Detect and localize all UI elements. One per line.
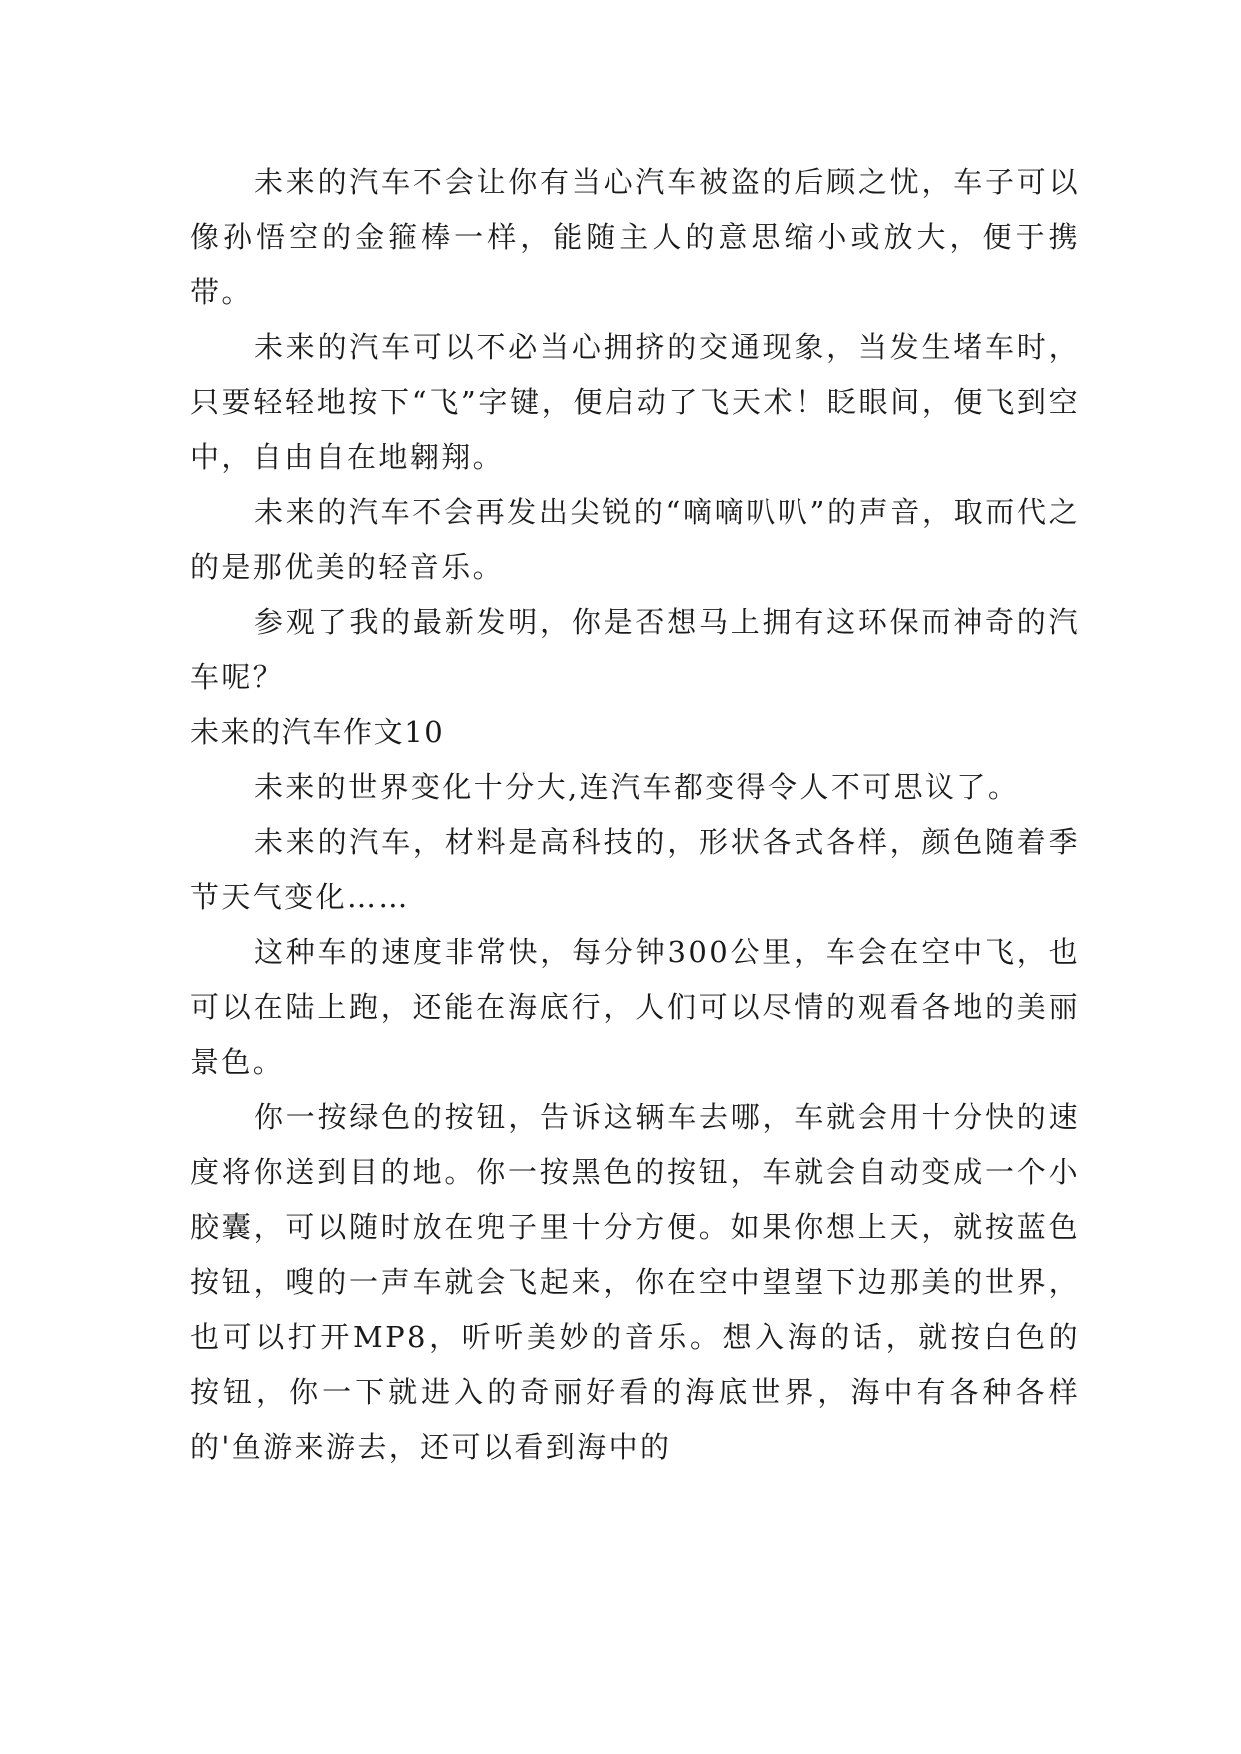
paragraph-car-shrink: 未来的汽车不会让你有当心汽车被盗的后顾之忧，车子可以像孙悟空的金箍棒一样，能随主人的意思缩小或放大，便于携带。: [190, 165, 1080, 309]
essay-heading: 未来的汽车作文10: [190, 715, 445, 749]
paragraph-car-music: 未来的汽车不会再发出尖锐的“嘀嘀叭叭”的声音，取而代之的是那优美的轻音乐。: [190, 495, 1080, 584]
paragraph-conclusion: 参观了我的最新发明，你是否想马上拥有这环保而神奇的汽车呢？: [190, 605, 1080, 694]
paragraph-speed: 这种车的速度非常快，每分钟300公里，车会在空中飞，也可以在陆上跑，还能在海底行，人们可以尽情的观看各地的美丽景色。: [190, 935, 1080, 1079]
paragraph-materials: 未来的汽车，材料是高科技的，形状各式各样，颜色随着季节天气变化……: [190, 825, 1080, 914]
paragraph-buttons: 你一按绿色的按钮，告诉这辆车去哪，车就会用十分快的速度将你送到目的地。你一按黑色的按钮，车就会自动变成一个小胶囊，可以随时放在兜子里十分方便。如果你想上天，就按蓝色按钮，嗖的一声车就会飞起来，你在空中望望下边那美的世界，也可以打开MP8，听听美妙的音乐。想入海的话，就按白色的按钮，你一下就进入的奇丽好看的海底世界，海中有各种各样的'鱼游来游去，还可以看到海中的: [190, 1100, 1080, 1464]
paragraph-future-world: 未来的世界变化十分大,连汽车都变得令人不可思议了。: [254, 770, 1020, 804]
document-body: [190, 155, 1080, 1475]
paragraph-car-fly: 未来的汽车可以不必当心拥挤的交通现象，当发生堵车时，只要轻轻地按下“飞”字键，便启动了飞天术！眨眼间，便飞到空中，自由自在地翱翔。: [190, 330, 1080, 474]
